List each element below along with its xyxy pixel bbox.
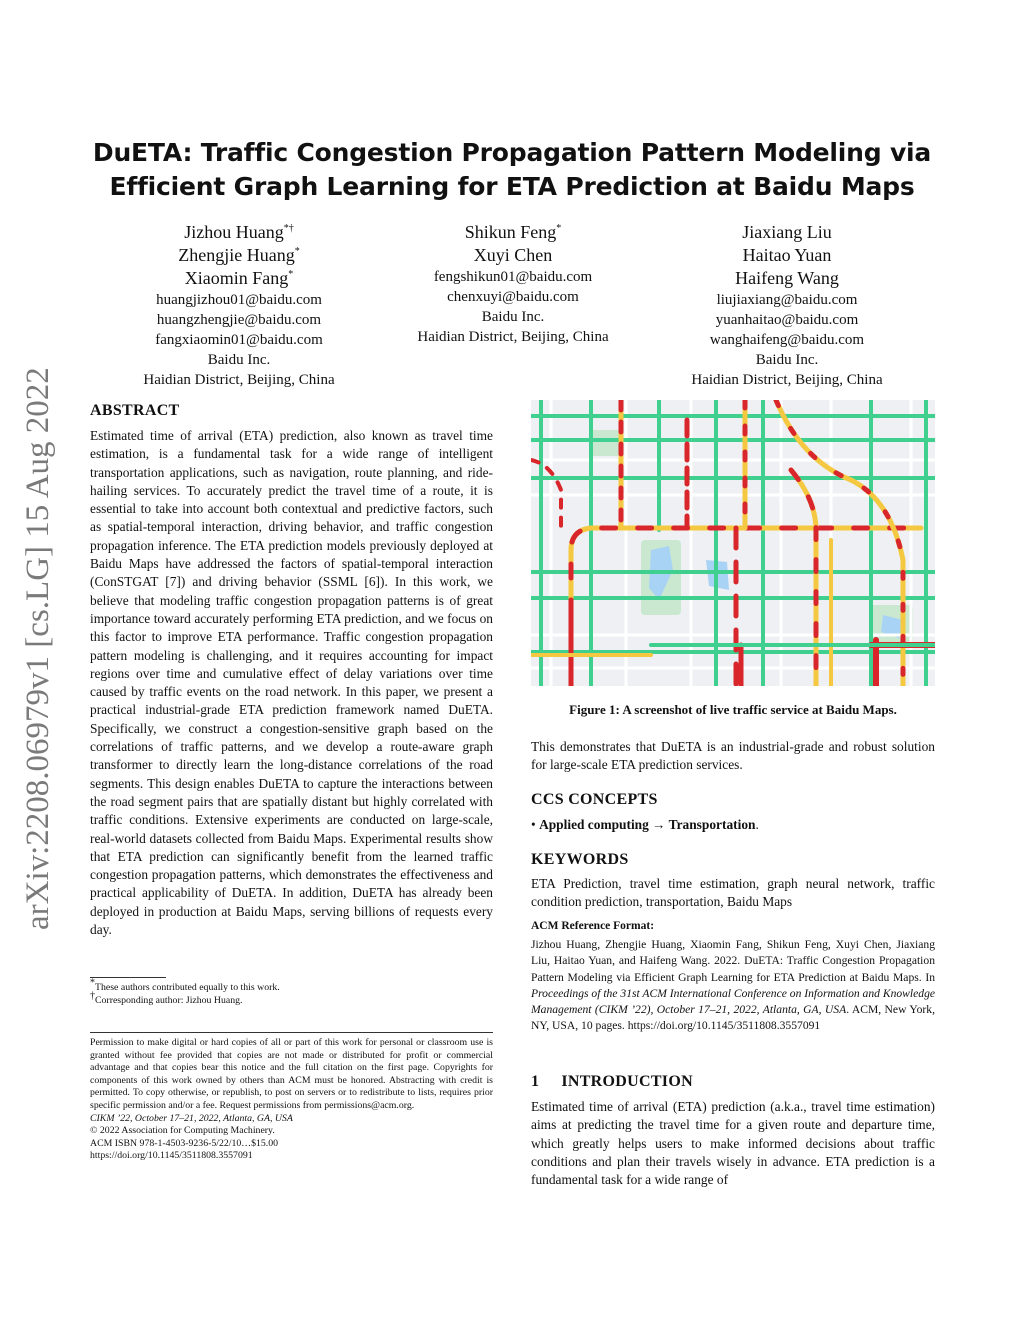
ccs-bullet: • — [531, 817, 536, 832]
author-block-2 — [382, 221, 644, 347]
author-mark: *† — [283, 223, 294, 234]
permission-text: Permission to make digital or hard copies of all or part of this work for personal or classroom use is granted without fee provided that copies are not made or distributed for profit or commercial advantage and that copies bear this notice and the full citation on the first page. Copyrights for components of this work owned by others than ACM must be honored. Abstracting with credit is permitted. To copy otherwise, or republish, to post on servers or to redistribute to lists, requires prior specific permission and/or a fee. Request permissions from permissions@acm.org. — [90, 1037, 493, 1111]
author-block-1 — [108, 221, 370, 390]
section-number: 1 — [531, 1073, 540, 1090]
ccs-concepts — [531, 816, 935, 834]
permission-block — [90, 1037, 493, 1163]
footnote-equal-contribution: These authors contributed equally to this work. — [95, 982, 280, 993]
park-area — [591, 430, 623, 456]
author-mark: * — [288, 269, 294, 280]
author-name: Jiaxiang Liu — [742, 222, 832, 242]
copyright-line: © 2022 Association for Computing Machinery. — [90, 1125, 275, 1137]
ccs-heading: CCS CONCEPTS — [531, 791, 658, 808]
traffic-map-figure — [531, 400, 935, 686]
keywords-text: ETA Prediction, travel time estimation, graph neural network, traffic condition prediction, transportation, Baidu Maps — [531, 876, 935, 910]
title-line-1: DuETA: Traffic Congestion Propagation Pattern Modeling via — [92, 138, 932, 167]
footnotes — [90, 977, 493, 1007]
keywords-heading: KEYWORDS — [531, 851, 629, 868]
author-org: Baidu Inc. — [755, 352, 819, 368]
author-name: Xiaomin Fang — [184, 268, 289, 288]
acm-reference-citation: Jizhou Huang, Zhengjie Huang, Xiaomin Fang, Shikun Feng, Xuyi Chen, Jiaxiang Liu, Haitao Yuan, and Haifeng Wang. 2022. DuETA: Traffic Congestion Propagation Pattern Modeling via Efficient Graph Learning for ETA Prediction at Baidu Maps. In — [531, 938, 935, 984]
author-email[interactable]: huangzhengjie@baidu.com — [156, 312, 322, 328]
author-name: Jizhou Huang — [184, 222, 284, 242]
footnote-mark: * — [90, 977, 95, 989]
footnote-rule — [90, 977, 166, 978]
figure-caption: Figure 1: A screenshot of live traffic service at Baidu Maps. — [569, 702, 897, 717]
ccs-item: Applied computing → Transportation — [539, 817, 756, 832]
footnote-corresponding: Corresponding author: Jizhou Huang. — [95, 994, 243, 1006]
demo-paragraph: This demonstrates that DuETA is an industrial-grade and robust solution for large-scale ETA prediction services. — [531, 739, 935, 773]
acm-reference-publisher: . ACM, New York, NY, USA, 10 pages. https://doi.org/10.1145/3511808.3557091 — [531, 1003, 935, 1033]
author-org: Baidu Inc. — [481, 309, 545, 325]
introduction-heading — [531, 1073, 693, 1091]
isbn-line: ACM ISBN 978-1-4503-9236-5/22/10…$15.00 — [90, 1137, 279, 1149]
author-email[interactable]: huangjizhou01@baidu.com — [156, 292, 322, 308]
author-location: Haidian District, Beijing, China — [417, 329, 609, 345]
author-email[interactable]: chenxuyi@baidu.com — [447, 289, 579, 305]
author-email[interactable]: fangxiaomin01@baidu.com — [155, 332, 323, 348]
title-line-2: Efficient Graph Learning for ETA Prediction at Baidu Maps — [109, 172, 915, 201]
conference-line: CIKM ’22, October 17–21, 2022, Atlanta, GA, USA — [90, 1112, 293, 1124]
arxiv-identifier: arXiv:2208.06979v1 [cs.LG] 15 Aug 2022 — [20, 367, 56, 930]
abstract-text: Estimated time of arrival (ETA) prediction, also known as travel time estimation, is a fundamental task for a wide range of intelligent transportation applications, such as navigation, route planning, and ride-hailing services. To accurately predict the travel time of a route, it is essential to take into account both contextual and predictive factors, such as spatial-temporal interaction, driving behavior, and traffic congestion propagation inference. The ETA prediction models previously deployed at Baidu Maps have addressed the factors of spatial-temporal interaction (ConSTGAT [7]) and driving behavior (SSML [6]). In this work, we believe that modeling traffic congestion propagation patterns is of great importance toward accurately performing ETA prediction, and we focus on this factor to improve ETA performance. Traffic congestion propagation pattern modeling is challenging, and it requires accounting for impact regions over time and cumulative effect of delay variations over time caused by traffic events on the road network. In this paper, we present a practical industrial-grade ETA prediction framework named DuETA. Specifically, we construct a congestion-sensitive graph based on the correlations of traffic patterns, and we develop a route-aware graph transformer to directly learn the long-distance correlations of the road segments. This design enables DuETA to capture the interactions between the road segment pairs that are spatially distant but highly correlated with traffic conditions. Extensive experiments are conducted on large-scale, real-world datasets collected from Baidu Maps. Experimental results show that ETA prediction can significantly benefit from the learned traffic congestion propagation patterns, which demonstrates the effectiveness and practical applicability of DuETA. In addition, DuETA has already been deployed in production at Baidu Maps, serving billions of requests every day. — [90, 428, 493, 938]
doi-link[interactable]: https://doi.org/10.1145/3511808.3557091 — [90, 1150, 253, 1162]
author-email[interactable]: yuanhaitao@baidu.com — [715, 312, 859, 328]
footnote-mark: † — [90, 990, 95, 1002]
author-name: Haifeng Wang — [735, 268, 839, 288]
author-name: Shikun Feng — [464, 222, 557, 242]
acm-reference-venue: Proceedings of the 31st ACM International Conference on Information and Knowledge Management (CIKM ’22), October 17–21, 2022, Atlanta, GA, USA — [531, 986, 936, 1017]
acm-reference-text — [531, 937, 935, 1035]
author-name: Haitao Yuan — [742, 245, 832, 265]
ccs-period: . — [755, 817, 759, 832]
author-location: Haidian District, Beijing, China — [691, 372, 883, 388]
traffic-map — [531, 400, 935, 686]
author-email[interactable]: wanghaifeng@baidu.com — [709, 332, 865, 348]
author-name: Zhengjie Huang — [178, 245, 295, 265]
paper-title — [60, 136, 964, 204]
section-title: INTRODUCTION — [561, 1073, 693, 1090]
abstract-heading: ABSTRACT — [90, 402, 180, 419]
introduction-text: Estimated time of arrival (ETA) prediction (a.k.a., travel time estimation) aims at predicting the travel time for a given route and departure time, which greatly helps users to make informed decisions about traffic conditions and plan their travels wisely in advance. ETA prediction is a fundamental task for a wide range of — [531, 1099, 935, 1188]
permission-rule — [90, 1032, 493, 1033]
author-org: Baidu Inc. — [207, 352, 271, 368]
author-location: Haidian District, Beijing, China — [143, 372, 335, 388]
acm-reference-heading: ACM Reference Format: — [531, 920, 655, 932]
author-email[interactable]: liujiaxiang@baidu.com — [716, 292, 858, 308]
author-mark: * — [294, 246, 300, 257]
author-mark: * — [556, 223, 562, 234]
author-email[interactable]: fengshikun01@baidu.com — [433, 269, 593, 285]
author-block-3 — [656, 221, 918, 390]
author-name: Xuyi Chen — [473, 245, 553, 265]
